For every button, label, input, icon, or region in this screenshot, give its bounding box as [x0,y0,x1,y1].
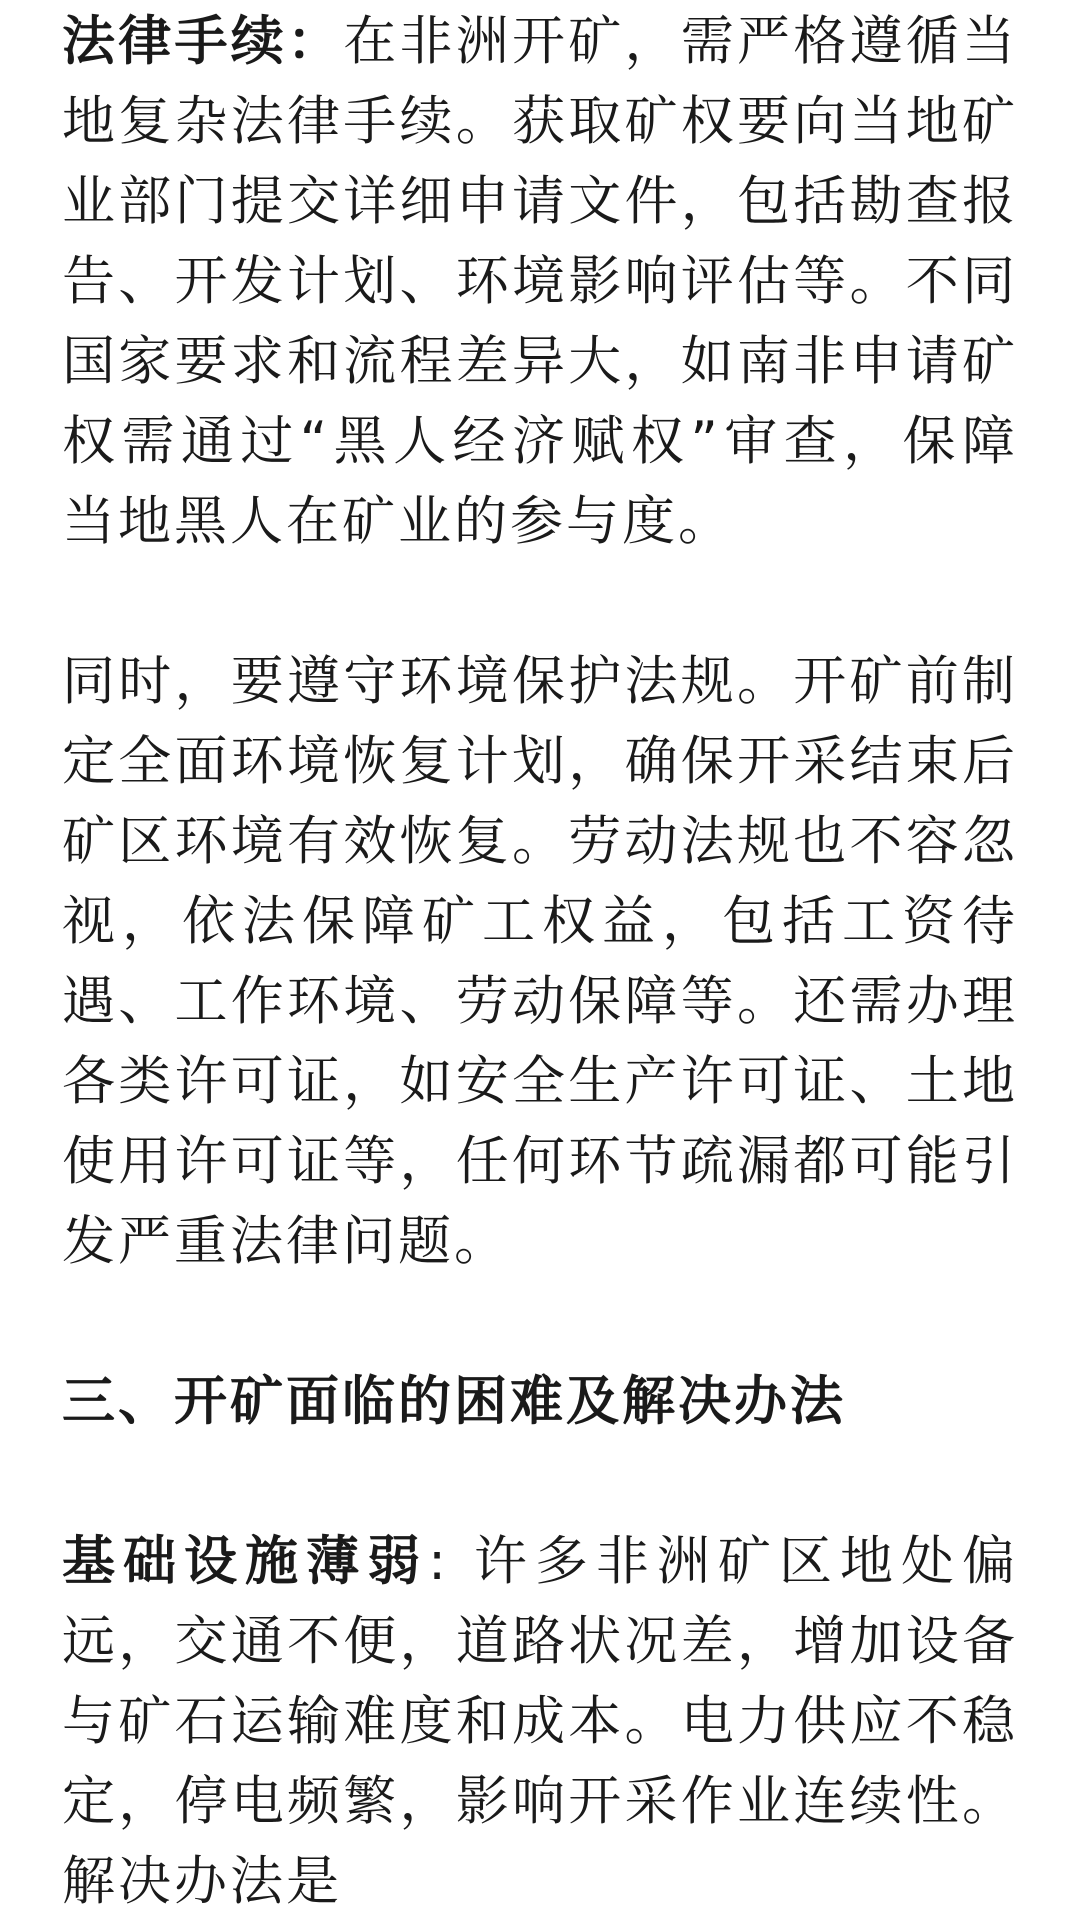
paragraph-lead-legal-procedures: 法律手续： [62,11,344,72]
section-heading: 三、开矿面临的困难及解决办法 [62,1371,846,1432]
paragraph-infrastructure [62,1522,1018,1922]
paragraph-lead-infrastructure: 基础设施薄弱 [62,1531,429,1592]
paragraph-text-legal-procedures: 在非洲开矿，需严格遵循当地复杂法律手续。获取矿权要向当地矿业部门提交详细申请文件，包括勘查报告、开发计划、环境影响评估等。不同国家要求和流程差异大，如南非申请矿权需通过“黑人经济赋权”审查，保障当地黑人在矿业的参与度。 [62,11,1018,552]
paragraph-text-regulations: 同时，要遵守环境保护法规。开矿前制定全面环境恢复计划，确保开采结束后矿区环境有效恢复。劳动法规也不容忽视，依法保障矿工权益，包括工资待遇、工作环境、劳动保障等。还需办理各类许可证，如安全生产许可证、土地使用许可证等，任何环节疏漏都可能引发严重法律问题。 [62,651,1018,1272]
paragraph-text-infrastructure: : 许多非洲矿区地处偏远，交通不便，道路状况差，增加设备与矿石运输难度和成本。电力供应不稳定，停电频繁，影响开采作业连续性。解决办法是 [62,1531,1018,1912]
article-body [0,2,1080,1912]
paragraph-legal-procedures [62,2,1018,562]
paragraph-regulations [62,642,1018,1282]
